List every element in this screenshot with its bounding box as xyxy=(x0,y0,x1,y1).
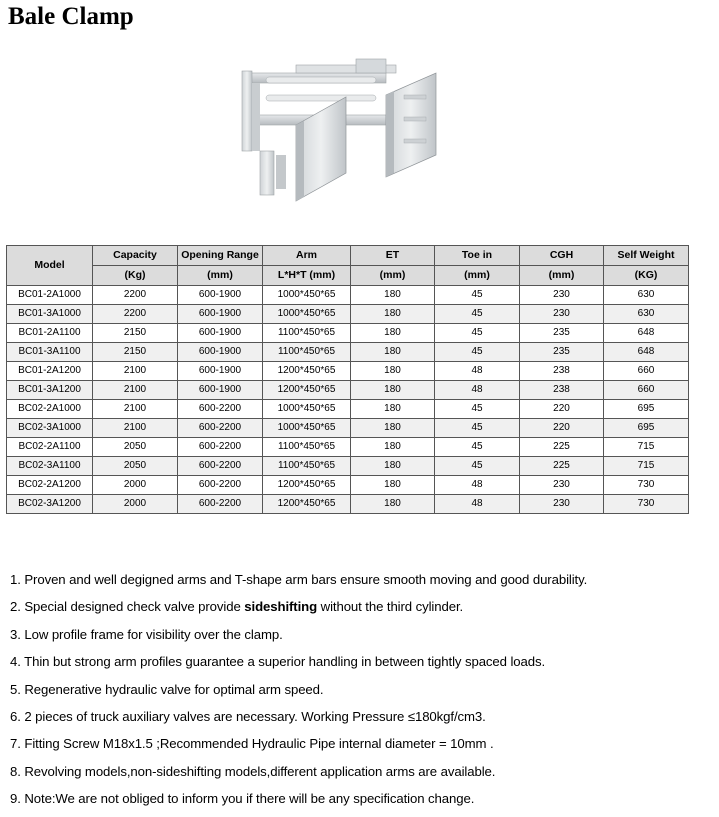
table-cell: BC02-2A1000 xyxy=(7,400,93,419)
header-self-weight: Self Weight xyxy=(604,246,689,266)
table-cell: 648 xyxy=(604,343,689,362)
table-cell: 1000*450*65 xyxy=(263,305,351,324)
note-text: 9. Note:We are not obliged to inform you if there will be any specification change. xyxy=(10,791,475,807)
table-cell: 2200 xyxy=(93,286,178,305)
table-cell: 45 xyxy=(435,438,520,457)
note-item xyxy=(10,676,715,703)
table-cell: 1100*450*65 xyxy=(263,324,351,343)
table-cell: 48 xyxy=(435,495,520,514)
table-cell: 630 xyxy=(604,305,689,324)
table-cell: 1200*450*65 xyxy=(263,381,351,400)
header-model: Model xyxy=(7,246,93,286)
note-item xyxy=(10,730,715,757)
table-cell: BC01-2A1200 xyxy=(7,362,93,381)
table-cell: BC01-3A1000 xyxy=(7,305,93,324)
table-row xyxy=(7,419,689,438)
note-text: 1. Proven and well degigned arms and T-shape arm bars ensure smooth moving and good durability. xyxy=(10,572,588,587)
table-cell: 220 xyxy=(520,419,604,438)
note-item xyxy=(10,648,715,675)
header-toe-in-unit: (mm) xyxy=(435,266,520,286)
note-item xyxy=(10,593,715,620)
header-cgh-unit: (mm) xyxy=(520,266,604,286)
table-cell: 2150 xyxy=(93,324,178,343)
note-text: 4. Thin but strong arm profiles guarantee a superior handling in between tightly spaced loads. xyxy=(10,654,546,670)
table-cell: 180 xyxy=(351,476,435,495)
table-cell: 45 xyxy=(435,457,520,476)
feature-notes-list xyxy=(10,566,715,813)
table-cell: 230 xyxy=(520,305,604,324)
header-capacity: Capacity xyxy=(93,246,178,266)
table-cell: 1100*450*65 xyxy=(263,343,351,362)
table-row xyxy=(7,476,689,495)
table-cell: BC02-2A1200 xyxy=(7,476,93,495)
table-cell: 238 xyxy=(520,381,604,400)
table-cell: 2200 xyxy=(93,305,178,324)
table-cell: 45 xyxy=(435,305,520,324)
table-cell: 2100 xyxy=(93,419,178,438)
table-cell: 238 xyxy=(520,362,604,381)
table-row xyxy=(7,343,689,362)
header-arm: Arm xyxy=(263,246,351,266)
table-cell: 180 xyxy=(351,286,435,305)
table-header-units-row xyxy=(7,266,689,286)
table-cell: 45 xyxy=(435,324,520,343)
table-cell: 235 xyxy=(520,324,604,343)
table-cell: 1200*450*65 xyxy=(263,495,351,514)
table-cell: 600-2200 xyxy=(178,419,263,438)
table-cell: 600-2200 xyxy=(178,438,263,457)
header-toe-in: Toe in xyxy=(435,246,520,266)
table-cell: 695 xyxy=(604,400,689,419)
table-row xyxy=(7,362,689,381)
table-cell: 180 xyxy=(351,381,435,400)
header-self-weight-unit: (KG) xyxy=(604,266,689,286)
table-cell: 600-1900 xyxy=(178,343,263,362)
table-cell: 225 xyxy=(520,457,604,476)
table-cell: 2050 xyxy=(93,457,178,476)
table-cell: 1100*450*65 xyxy=(263,438,351,457)
table-cell: 600-1900 xyxy=(178,286,263,305)
table-cell: 180 xyxy=(351,438,435,457)
table-cell: BC02-3A1200 xyxy=(7,495,93,514)
table-cell: 660 xyxy=(604,362,689,381)
table-cell: 1000*450*65 xyxy=(263,286,351,305)
note-text: 3. Low profile frame for visibility over the clamp. xyxy=(10,626,283,642)
note-text: 8. Revolving models,non-sideshifting models,different application arms are available. xyxy=(10,763,496,779)
table-cell: 48 xyxy=(435,476,520,495)
table-cell: 600-2200 xyxy=(178,495,263,514)
specification-table xyxy=(6,245,689,514)
note-emphasis: sideshifting xyxy=(244,599,318,615)
table-row xyxy=(7,457,689,476)
table-cell: BC01-2A1000 xyxy=(7,286,93,305)
table-cell: 180 xyxy=(351,343,435,362)
table-row xyxy=(7,286,689,305)
table-cell: 2100 xyxy=(93,381,178,400)
table-row xyxy=(7,400,689,419)
table-cell: 1200*450*65 xyxy=(263,362,351,381)
table-cell: 2100 xyxy=(93,362,178,381)
table-cell: 230 xyxy=(520,495,604,514)
table-cell: 2150 xyxy=(93,343,178,362)
header-et-unit: (mm) xyxy=(351,266,435,286)
table-cell: 48 xyxy=(435,381,520,400)
table-row xyxy=(7,495,689,514)
table-cell: 600-1900 xyxy=(178,324,263,343)
table-cell: 235 xyxy=(520,343,604,362)
table-cell: 230 xyxy=(520,286,604,305)
note-text: 7. Fitting Screw M18x1.5 ;Recommended Hydraulic Pipe internal diameter = 10mm . xyxy=(10,736,494,752)
table-cell: 2100 xyxy=(93,400,178,419)
table-cell: 1000*450*65 xyxy=(263,419,351,438)
table-cell: 220 xyxy=(520,400,604,419)
table-cell: BC02-3A1000 xyxy=(7,419,93,438)
table-row xyxy=(7,305,689,324)
header-et: ET xyxy=(351,246,435,266)
note-text: 6. 2 pieces of truck auxiliary valves are necessary. Working Pressure ≤180kgf/cm3. xyxy=(10,708,486,724)
table-cell: 48 xyxy=(435,362,520,381)
note-item xyxy=(10,785,715,812)
table-header-row xyxy=(7,246,689,266)
table-cell: 630 xyxy=(604,286,689,305)
table-cell: 2050 xyxy=(93,438,178,457)
header-arm-unit: L*H*T (mm) xyxy=(263,266,351,286)
table-cell: 695 xyxy=(604,419,689,438)
bale-clamp-product-photo xyxy=(236,55,456,215)
table-cell: 1200*450*65 xyxy=(263,476,351,495)
table-cell: 1100*450*65 xyxy=(263,457,351,476)
table-cell: 45 xyxy=(435,343,520,362)
note-item xyxy=(10,566,715,593)
table-cell: 45 xyxy=(435,400,520,419)
table-cell: 180 xyxy=(351,362,435,381)
table-row xyxy=(7,438,689,457)
table-cell: BC02-2A1100 xyxy=(7,438,93,457)
header-capacity-unit: (Kg) xyxy=(93,266,178,286)
page-title: Bale Clamp xyxy=(8,3,134,30)
table-cell: 600-2200 xyxy=(178,476,263,495)
table-cell: 648 xyxy=(604,324,689,343)
header-opening-range: Opening Range xyxy=(178,246,263,266)
table-cell: 600-1900 xyxy=(178,362,263,381)
table-cell: 180 xyxy=(351,457,435,476)
table-cell: 730 xyxy=(604,495,689,514)
table-cell: 180 xyxy=(351,419,435,438)
note-item xyxy=(10,758,715,785)
table-cell: 225 xyxy=(520,438,604,457)
header-cgh: CGH xyxy=(520,246,604,266)
table-cell: 2000 xyxy=(93,476,178,495)
note-text: 5. Regenerative hydraulic valve for optimal arm speed. xyxy=(10,681,324,697)
table-cell: 45 xyxy=(435,286,520,305)
table-cell: 1000*450*65 xyxy=(263,400,351,419)
table-cell: 600-1900 xyxy=(178,305,263,324)
table-cell: 230 xyxy=(520,476,604,495)
note-item xyxy=(10,703,715,730)
note-item xyxy=(10,621,715,648)
table-cell: 45 xyxy=(435,419,520,438)
table-cell: 180 xyxy=(351,495,435,514)
header-opening-range-unit: (mm) xyxy=(178,266,263,286)
table-cell: BC02-3A1100 xyxy=(7,457,93,476)
table-cell: 600-2200 xyxy=(178,457,263,476)
table-cell: 715 xyxy=(604,457,689,476)
table-row xyxy=(7,324,689,343)
note-text-tail: without the third cylinder. xyxy=(317,599,464,615)
table-cell: BC01-3A1200 xyxy=(7,381,93,400)
table-cell: 730 xyxy=(604,476,689,495)
table-cell: 180 xyxy=(351,305,435,324)
table-cell: BC01-3A1100 xyxy=(7,343,93,362)
table-cell: 600-1900 xyxy=(178,381,263,400)
note-text: 2. Special designed check valve provide xyxy=(10,599,245,615)
table-cell: 2000 xyxy=(93,495,178,514)
table-cell: 180 xyxy=(351,324,435,343)
table-cell: 715 xyxy=(604,438,689,457)
table-cell: 600-2200 xyxy=(178,400,263,419)
table-row xyxy=(7,381,689,400)
table-cell: 180 xyxy=(351,400,435,419)
table-cell: 660 xyxy=(604,381,689,400)
table-cell: BC01-2A1100 xyxy=(7,324,93,343)
